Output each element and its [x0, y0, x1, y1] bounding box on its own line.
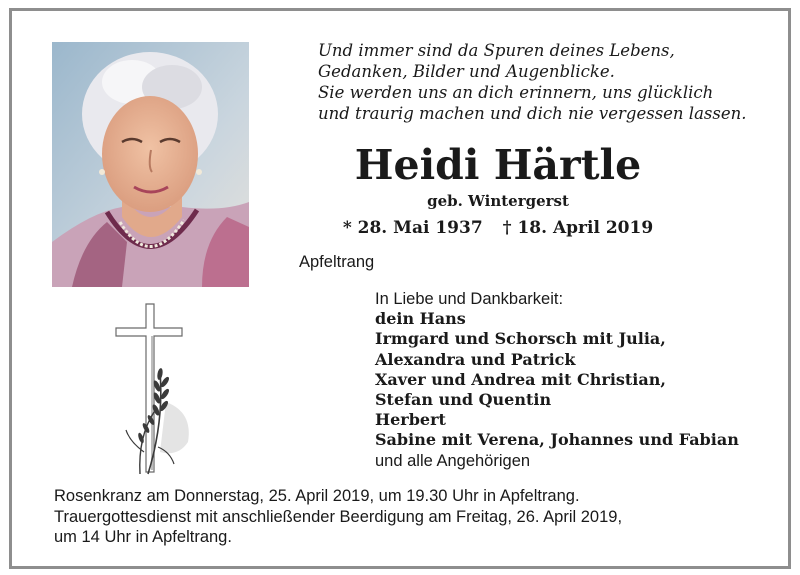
- memorial-poem: [318, 40, 778, 124]
- poem-line: Sie werden uns an dich erinnern, uns glücklich: [318, 83, 714, 102]
- mourners-intro: In Liebe und Dankbarkeit:: [375, 290, 564, 308]
- service-line: Trauergottesdienst mit anschließender Beerdigung am Freitag, 26. April 2019,: [54, 507, 623, 526]
- service-line: Rosenkranz am Donnerstag, 25. April 2019, um 19.30 Uhr in Apfeltrang.: [54, 487, 580, 505]
- cross-with-wheat-icon: [108, 302, 198, 482]
- mourner-name: Herbert: [375, 410, 446, 430]
- mourners-list: [375, 289, 785, 471]
- mourner-name: Xaver und Andrea mit Christian,: [375, 369, 666, 389]
- maiden-name: geb. Wintergerst: [427, 192, 569, 210]
- mourner-name: Alexandra und Patrick: [375, 349, 576, 369]
- place-of-residence: Apfeltrang: [299, 253, 375, 271]
- birth-date: * 28. Mai 1937: [342, 218, 483, 238]
- deceased-name: Heidi Härtle: [354, 141, 642, 189]
- mourners-outro: und alle Angehörigen: [375, 451, 531, 470]
- poem-line: Gedanken, Bilder und Augenblicke.: [318, 62, 615, 81]
- life-dates: [318, 218, 678, 238]
- poem-line: und traurig machen und dich nie vergessen lassen.: [318, 104, 747, 123]
- service-line: um 14 Uhr in Apfeltrang.: [54, 528, 232, 546]
- service-details: [54, 486, 774, 548]
- mourner-name: Irmgard und Schorsch mit Julia,: [375, 329, 666, 349]
- mourner-name: Stefan und Quentin: [375, 390, 552, 410]
- mourner-name: Sabine mit Verena, Johannes und Fabian: [375, 430, 739, 450]
- poem-line: Und immer sind da Spuren deines Lebens,: [318, 41, 675, 60]
- mourner-name: dein Hans: [375, 309, 466, 329]
- death-date: † 18. April 2019: [502, 218, 654, 238]
- portrait-photo: [52, 42, 249, 287]
